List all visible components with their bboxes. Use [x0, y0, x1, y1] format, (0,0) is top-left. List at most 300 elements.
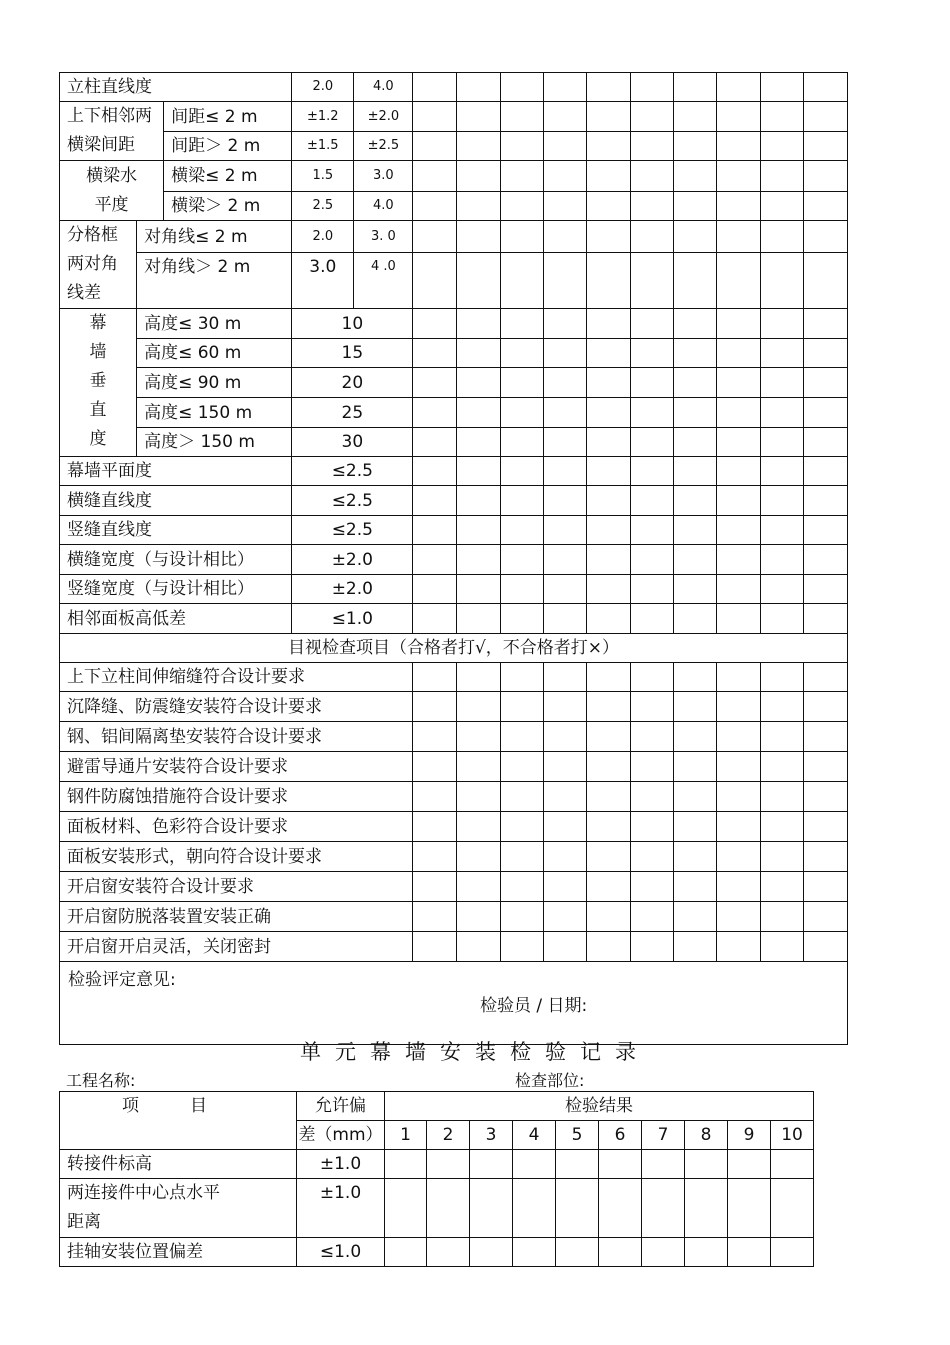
result-cell[interactable] [457, 161, 500, 192]
result-cell[interactable] [543, 604, 586, 634]
result-cell[interactable] [470, 1179, 513, 1238]
result-cell[interactable] [413, 902, 457, 932]
result-cell[interactable] [716, 575, 760, 604]
result-cell[interactable] [716, 486, 760, 516]
result-cell[interactable] [673, 516, 716, 545]
result-cell[interactable] [803, 545, 847, 575]
result-cell[interactable] [413, 192, 457, 221]
result-cell[interactable] [630, 221, 673, 253]
result-cell[interactable] [630, 309, 673, 339]
result-cell[interactable] [457, 192, 500, 221]
result-cell[interactable] [457, 782, 500, 812]
result-cell[interactable] [803, 339, 847, 368]
result-cell[interactable] [673, 722, 716, 752]
result-cell[interactable] [673, 752, 716, 782]
result-cell[interactable] [630, 902, 673, 932]
result-cell[interactable] [630, 457, 673, 486]
result-cell[interactable] [543, 782, 586, 812]
result-cell[interactable] [771, 1150, 814, 1179]
result-cell[interactable] [413, 575, 457, 604]
result-cell[interactable] [543, 545, 586, 575]
result-cell[interactable] [673, 932, 716, 962]
result-cell[interactable] [673, 221, 716, 253]
result-cell[interactable] [586, 752, 630, 782]
result-cell[interactable] [457, 102, 500, 132]
result-cell[interactable] [630, 253, 673, 309]
result-cell[interactable] [457, 604, 500, 634]
result-cell[interactable] [543, 161, 586, 192]
result-cell[interactable] [543, 663, 586, 692]
result-cell[interactable] [457, 575, 500, 604]
result-cell[interactable] [500, 872, 543, 902]
result-cell[interactable] [500, 812, 543, 842]
result-cell[interactable] [586, 132, 630, 161]
result-cell[interactable] [673, 428, 716, 457]
result-cell[interactable] [457, 663, 500, 692]
result-cell[interactable] [500, 722, 543, 752]
result-cell[interactable] [543, 812, 586, 842]
result-cell[interactable] [413, 752, 457, 782]
result-cell[interactable] [413, 368, 457, 398]
result-cell[interactable] [513, 1150, 556, 1179]
result-cell[interactable] [413, 516, 457, 545]
result-cell[interactable] [716, 73, 760, 102]
result-cell[interactable] [716, 545, 760, 575]
result-cell[interactable] [500, 253, 543, 309]
result-cell[interactable] [760, 253, 803, 309]
result-cell[interactable] [586, 486, 630, 516]
result-cell[interactable] [500, 692, 543, 722]
result-cell[interactable] [803, 161, 847, 192]
result-cell[interactable] [716, 752, 760, 782]
result-cell[interactable] [586, 932, 630, 962]
result-cell[interactable] [500, 516, 543, 545]
result-cell[interactable] [543, 309, 586, 339]
result-cell[interactable] [470, 1150, 513, 1179]
result-cell[interactable] [500, 663, 543, 692]
result-cell[interactable] [500, 132, 543, 161]
result-cell[interactable] [803, 812, 847, 842]
result-cell[interactable] [586, 457, 630, 486]
result-cell[interactable] [630, 132, 673, 161]
result-cell[interactable] [413, 102, 457, 132]
result-cell[interactable] [630, 102, 673, 132]
result-cell[interactable] [760, 575, 803, 604]
result-cell[interactable] [500, 192, 543, 221]
result-cell[interactable] [586, 221, 630, 253]
result-cell[interactable] [586, 102, 630, 132]
result-cell[interactable] [427, 1238, 470, 1267]
result-cell[interactable] [500, 398, 543, 428]
result-cell[interactable] [803, 428, 847, 457]
result-cell[interactable] [413, 545, 457, 575]
result-cell[interactable] [630, 73, 673, 102]
result-cell[interactable] [673, 692, 716, 722]
result-cell[interactable] [543, 692, 586, 722]
result-cell[interactable] [413, 722, 457, 752]
result-cell[interactable] [803, 73, 847, 102]
result-cell[interactable] [457, 253, 500, 309]
result-cell[interactable] [803, 253, 847, 309]
result-cell[interactable] [803, 932, 847, 962]
result-cell[interactable] [716, 872, 760, 902]
result-cell[interactable] [543, 902, 586, 932]
result-cell[interactable] [716, 192, 760, 221]
result-cell[interactable] [803, 842, 847, 872]
result-cell[interactable] [413, 486, 457, 516]
result-cell[interactable] [760, 102, 803, 132]
result-cell[interactable] [586, 842, 630, 872]
result-cell[interactable] [385, 1238, 427, 1267]
result-cell[interactable] [803, 398, 847, 428]
result-cell[interactable] [716, 132, 760, 161]
result-cell[interactable] [716, 663, 760, 692]
result-cell[interactable] [673, 575, 716, 604]
result-cell[interactable] [673, 339, 716, 368]
result-cell[interactable] [673, 102, 716, 132]
result-cell[interactable] [543, 73, 586, 102]
result-cell[interactable] [543, 575, 586, 604]
result-cell[interactable] [630, 722, 673, 752]
result-cell[interactable] [543, 457, 586, 486]
result-cell[interactable] [457, 842, 500, 872]
result-cell[interactable] [673, 663, 716, 692]
result-cell[interactable] [427, 1150, 470, 1179]
result-cell[interactable] [716, 398, 760, 428]
result-cell[interactable] [513, 1179, 556, 1238]
result-cell[interactable] [771, 1238, 814, 1267]
result-cell[interactable] [803, 102, 847, 132]
result-cell[interactable] [760, 309, 803, 339]
result-cell[interactable] [500, 486, 543, 516]
result-cell[interactable] [673, 192, 716, 221]
result-cell[interactable] [728, 1150, 771, 1179]
result-cell[interactable] [457, 752, 500, 782]
result-cell[interactable] [760, 398, 803, 428]
result-cell[interactable] [716, 812, 760, 842]
result-cell[interactable] [586, 872, 630, 902]
result-cell[interactable] [760, 842, 803, 872]
result-cell[interactable] [673, 604, 716, 634]
result-cell[interactable] [673, 486, 716, 516]
result-cell[interactable] [413, 692, 457, 722]
result-cell[interactable] [413, 398, 457, 428]
result-cell[interactable] [803, 752, 847, 782]
result-cell[interactable] [716, 516, 760, 545]
result-cell[interactable] [500, 73, 543, 102]
result-cell[interactable] [760, 902, 803, 932]
result-cell[interactable] [630, 842, 673, 872]
result-cell[interactable] [760, 339, 803, 368]
result-cell[interactable] [630, 545, 673, 575]
result-cell[interactable] [760, 516, 803, 545]
result-cell[interactable] [630, 428, 673, 457]
result-cell[interactable] [673, 309, 716, 339]
result-cell[interactable] [716, 782, 760, 812]
result-cell[interactable] [673, 398, 716, 428]
result-cell[interactable] [630, 398, 673, 428]
result-cell[interactable] [457, 902, 500, 932]
result-cell[interactable] [543, 221, 586, 253]
result-cell[interactable] [673, 132, 716, 161]
result-cell[interactable] [630, 192, 673, 221]
result-cell[interactable] [457, 398, 500, 428]
result-cell[interactable] [500, 309, 543, 339]
result-cell[interactable] [803, 221, 847, 253]
result-cell[interactable] [413, 842, 457, 872]
result-cell[interactable] [599, 1150, 642, 1179]
result-cell[interactable] [470, 1238, 513, 1267]
result-cell[interactable] [543, 253, 586, 309]
result-cell[interactable] [803, 663, 847, 692]
result-cell[interactable] [673, 902, 716, 932]
result-cell[interactable] [760, 932, 803, 962]
result-cell[interactable] [500, 339, 543, 368]
result-cell[interactable] [543, 486, 586, 516]
result-cell[interactable] [642, 1150, 685, 1179]
result-cell[interactable] [760, 812, 803, 842]
result-cell[interactable] [457, 812, 500, 842]
result-cell[interactable] [685, 1150, 728, 1179]
result-cell[interactable] [500, 902, 543, 932]
result-cell[interactable] [642, 1238, 685, 1267]
result-cell[interactable] [599, 1238, 642, 1267]
result-cell[interactable] [685, 1238, 728, 1267]
result-cell[interactable] [385, 1150, 427, 1179]
result-cell[interactable] [673, 161, 716, 192]
result-cell[interactable] [543, 872, 586, 902]
result-cell[interactable] [728, 1179, 771, 1238]
result-cell[interactable] [586, 516, 630, 545]
result-cell[interactable] [716, 692, 760, 722]
result-cell[interactable] [586, 428, 630, 457]
result-cell[interactable] [586, 663, 630, 692]
result-cell[interactable] [803, 368, 847, 398]
result-cell[interactable] [630, 692, 673, 722]
result-cell[interactable] [457, 516, 500, 545]
result-cell[interactable] [673, 812, 716, 842]
result-cell[interactable] [586, 812, 630, 842]
result-cell[interactable] [586, 692, 630, 722]
result-cell[interactable] [556, 1238, 599, 1267]
result-cell[interactable] [543, 932, 586, 962]
result-cell[interactable] [642, 1179, 685, 1238]
result-cell[interactable] [728, 1238, 771, 1267]
result-cell[interactable] [457, 73, 500, 102]
result-cell[interactable] [586, 309, 630, 339]
result-cell[interactable] [586, 575, 630, 604]
result-cell[interactable] [586, 339, 630, 368]
result-cell[interactable] [760, 722, 803, 752]
result-cell[interactable] [457, 545, 500, 575]
result-cell[interactable] [586, 722, 630, 752]
result-cell[interactable] [500, 575, 543, 604]
result-cell[interactable] [803, 486, 847, 516]
result-cell[interactable] [457, 722, 500, 752]
result-cell[interactable] [413, 872, 457, 902]
result-cell[interactable] [413, 132, 457, 161]
result-cell[interactable] [630, 782, 673, 812]
result-cell[interactable] [803, 575, 847, 604]
result-cell[interactable] [760, 368, 803, 398]
result-cell[interactable] [716, 161, 760, 192]
result-cell[interactable] [630, 812, 673, 842]
result-cell[interactable] [500, 102, 543, 132]
result-cell[interactable] [760, 604, 803, 634]
result-cell[interactable] [630, 663, 673, 692]
result-cell[interactable] [803, 902, 847, 932]
result-cell[interactable] [543, 752, 586, 782]
result-cell[interactable] [716, 221, 760, 253]
result-cell[interactable] [500, 932, 543, 962]
result-cell[interactable] [673, 782, 716, 812]
result-cell[interactable] [500, 782, 543, 812]
result-cell[interactable] [673, 73, 716, 102]
result-cell[interactable] [586, 398, 630, 428]
result-cell[interactable] [803, 692, 847, 722]
result-cell[interactable] [500, 545, 543, 575]
result-cell[interactable] [760, 132, 803, 161]
result-cell[interactable] [413, 428, 457, 457]
result-cell[interactable] [586, 253, 630, 309]
result-cell[interactable] [803, 132, 847, 161]
result-cell[interactable] [630, 339, 673, 368]
result-cell[interactable] [385, 1179, 427, 1238]
result-cell[interactable] [457, 872, 500, 902]
result-cell[interactable] [457, 309, 500, 339]
result-cell[interactable] [716, 428, 760, 457]
result-cell[interactable] [716, 253, 760, 309]
result-cell[interactable] [586, 782, 630, 812]
result-cell[interactable] [630, 604, 673, 634]
result-cell[interactable] [543, 722, 586, 752]
result-cell[interactable] [457, 368, 500, 398]
result-cell[interactable] [673, 457, 716, 486]
result-cell[interactable] [760, 486, 803, 516]
result-cell[interactable] [803, 457, 847, 486]
result-cell[interactable] [500, 368, 543, 398]
result-cell[interactable] [457, 132, 500, 161]
result-cell[interactable] [543, 192, 586, 221]
result-cell[interactable] [760, 428, 803, 457]
result-cell[interactable] [543, 842, 586, 872]
result-cell[interactable] [513, 1238, 556, 1267]
result-cell[interactable] [500, 161, 543, 192]
result-cell[interactable] [543, 368, 586, 398]
result-cell[interactable] [586, 902, 630, 932]
result-cell[interactable] [760, 221, 803, 253]
result-cell[interactable] [413, 604, 457, 634]
result-cell[interactable] [673, 253, 716, 309]
result-cell[interactable] [586, 161, 630, 192]
result-cell[interactable] [413, 339, 457, 368]
result-cell[interactable] [413, 663, 457, 692]
result-cell[interactable] [716, 457, 760, 486]
result-cell[interactable] [716, 368, 760, 398]
result-cell[interactable] [760, 692, 803, 722]
result-cell[interactable] [457, 428, 500, 457]
result-cell[interactable] [685, 1179, 728, 1238]
result-cell[interactable] [716, 604, 760, 634]
result-cell[interactable] [803, 782, 847, 812]
result-cell[interactable] [760, 782, 803, 812]
result-cell[interactable] [457, 692, 500, 722]
result-cell[interactable] [586, 604, 630, 634]
result-cell[interactable] [716, 932, 760, 962]
result-cell[interactable] [586, 73, 630, 102]
result-cell[interactable] [586, 545, 630, 575]
result-cell[interactable] [716, 842, 760, 872]
result-cell[interactable] [760, 752, 803, 782]
result-cell[interactable] [556, 1150, 599, 1179]
result-cell[interactable] [630, 161, 673, 192]
result-cell[interactable] [716, 309, 760, 339]
result-cell[interactable] [543, 132, 586, 161]
result-cell[interactable] [457, 457, 500, 486]
result-cell[interactable] [760, 663, 803, 692]
result-cell[interactable] [630, 368, 673, 398]
result-cell[interactable] [599, 1179, 642, 1238]
result-cell[interactable] [413, 221, 457, 253]
result-cell[interactable] [413, 161, 457, 192]
result-cell[interactable] [630, 872, 673, 902]
result-cell[interactable] [803, 516, 847, 545]
result-cell[interactable] [760, 872, 803, 902]
result-cell[interactable] [673, 872, 716, 902]
result-cell[interactable] [803, 604, 847, 634]
result-cell[interactable] [500, 604, 543, 634]
result-cell[interactable] [673, 368, 716, 398]
result-cell[interactable] [500, 752, 543, 782]
result-cell[interactable] [716, 102, 760, 132]
result-cell[interactable] [543, 102, 586, 132]
result-cell[interactable] [500, 428, 543, 457]
result-cell[interactable] [630, 516, 673, 545]
result-cell[interactable] [500, 457, 543, 486]
result-cell[interactable] [771, 1179, 814, 1238]
result-cell[interactable] [543, 398, 586, 428]
result-cell[interactable] [803, 192, 847, 221]
result-cell[interactable] [803, 309, 847, 339]
result-cell[interactable] [760, 545, 803, 575]
result-cell[interactable] [413, 309, 457, 339]
result-cell[interactable] [413, 782, 457, 812]
result-cell[interactable] [457, 486, 500, 516]
result-cell[interactable] [500, 842, 543, 872]
result-cell[interactable] [500, 221, 543, 253]
result-cell[interactable] [716, 339, 760, 368]
result-cell[interactable] [543, 516, 586, 545]
result-cell[interactable] [803, 722, 847, 752]
result-cell[interactable] [673, 842, 716, 872]
result-cell[interactable] [760, 192, 803, 221]
result-cell[interactable] [803, 872, 847, 902]
result-cell[interactable] [543, 339, 586, 368]
result-cell[interactable] [760, 457, 803, 486]
result-cell[interactable] [586, 192, 630, 221]
result-cell[interactable] [413, 812, 457, 842]
result-cell[interactable] [543, 428, 586, 457]
result-cell[interactable] [630, 575, 673, 604]
result-cell[interactable] [413, 73, 457, 102]
result-cell[interactable] [413, 253, 457, 309]
result-cell[interactable] [716, 722, 760, 752]
result-cell[interactable] [760, 161, 803, 192]
result-cell[interactable] [716, 902, 760, 932]
result-cell[interactable] [427, 1179, 470, 1238]
result-cell[interactable] [586, 368, 630, 398]
result-cell[interactable] [457, 221, 500, 253]
